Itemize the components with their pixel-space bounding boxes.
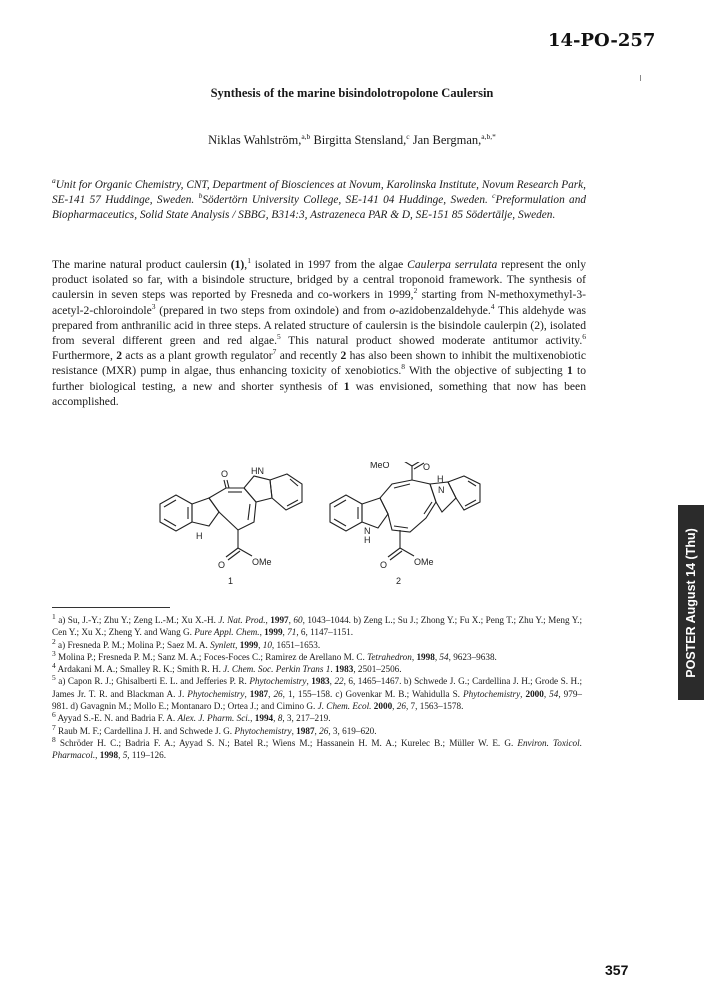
compound-1-label: 1	[228, 576, 234, 586]
author: Birgitta Stensland,$^c$	[310, 131, 410, 147]
structure-figure	[130, 462, 490, 587]
reference-item: $^1$ a) Su, J.-Y.; Zhu Y.; Zeng L.-M.; Xu X.-H. J. Nat. Prod., 1997, 60, 1043–1044. b) Zeng L.; Su J.; Zhong Y.; Fu X.; Peng T.; Zhu Y.; Meng Y.; Cen Y.; Xu X.; Zheng Y. and Wang G. Pure Appl. Chem., 1999, 71, 6, 1147–1151.	[52, 611, 583, 638]
compound-1-atom-hn: HN	[251, 466, 264, 476]
compound-1-ome: OMe	[252, 557, 272, 567]
affiliations: $^a$Unit for Organic Chemistry, CNT, Department of Biosciences at Novum, Karolinska Institute, Novum Research Park, SE-141 57 Huddinge, Sweden. $^b$Södertörn University College, SE-141 04 Huddinge, Sweden. $^c$Preformulation and Biopharmaceutics, Solid State Analysis / SBBG, B314:3, Astrazeneca PAR & D, SE-151 85 Södertälje, Sweden.	[52, 176, 587, 221]
session-tab-label: POSTER August 14 (Thu)	[684, 527, 698, 678]
compound-2-label: 2	[396, 576, 402, 586]
compound-2-atom-n-bot: N	[364, 526, 371, 536]
reference-item: $^3$ Molina P.; Fresneda P. M.; Sanz M. A.; Foces-Foces C.; Ramirez de Arellano M. C. Tetrahedron, 1998, 54, 9623–9638.	[52, 648, 497, 662]
author: Jan Bergman,$^{a,b,*}$	[409, 131, 496, 147]
compound-2-atom-h-top: H	[437, 474, 444, 484]
reference-item: $^5$ a) Capon R. J.; Ghisalberti E. L. and Jefferies P. R. Phytochemistry, 1983, 22, 6, 1465–1467. b) Schwede J. G.; Cardellina J. H.; Grode S. H.; James Jr. T. R. and Blackman A. J. Phytochemistry, 1987, 26, 1, 155–158. c) Govenkar M. B.; Wahidulla S. Phytochemistry, 2000, 54, 979–981. d) Gavagnin M.; Mollo E.; Montanaro D.; Ortea J.; and Cimino G. J. Chem. Ecol. 2000, 26, 7, 1563–1578.	[52, 673, 583, 712]
abstract-body: The marine natural product caulersin (1),$^1$ isolated in 1997 from the algae Caulerpa serrulata represent the only product isolated so far, with a bisindole structure, bridged by a central troponoid framework. The synthesis of caulersin in seven steps was reported by Fresneda and co-workers in 1999,$^2$ starting from N-methoxymethyl-3-acetyl-2-chloroindole$^3$ (prepared in two steps from oxindole) and from o-azidobenzaldehyde.$^4$ This aldehyde was prepared from anthranilic acid in three steps. A related structure of caulersin is the bisindole caulerpin (2), isolated from several different green and red algae.$^5$ This natural product showed moderate antitumor activity.$^6$ Furthermore, 2 acts as a plant growth regulator$^7$ and recently 2 has also been shown to inhibit the multixenobiotic resistance (MXR) pump in algae, thus enhancing toxicity of xenobiotics.$^8$ With the objective of subjecting 1 to further biological testing, a new and shorter synthesis of 1 was envisioned, something that now has been accomplished.	[52, 256, 587, 408]
compound-2-atom-o-ester: O	[380, 560, 388, 570]
page-number: 357	[605, 962, 629, 978]
chemical-structures	[130, 462, 490, 587]
compound-1-atom-o-ester: O	[218, 560, 226, 570]
session-tab	[678, 505, 704, 700]
compound-2-atom-n-top: N	[438, 485, 445, 495]
abstract-code: 14-PO-257	[548, 30, 656, 51]
scan-mark	[640, 75, 641, 81]
author: Niklas Wahlström,$^{a,b}$	[208, 131, 311, 147]
reference-item: $^2$ a) Fresneda P. M.; Molina P.; Saez M. A. Synlett, 1999, 10, 1651–1653.	[52, 636, 321, 650]
compound-1-structure	[160, 474, 302, 560]
reference-list	[52, 611, 583, 762]
compound-2-atom-o-top: O	[423, 462, 431, 472]
compound-2-ome: OMe	[414, 557, 434, 567]
reference-item: $^4$ Ardakani M. A.; Smalley R. K.; Smith R. H. J. Chem. Soc. Perkin Trans 1. 1983, 2501–2506.	[52, 661, 402, 675]
compound-2-meo: MeO	[370, 462, 390, 470]
author-list	[0, 133, 704, 148]
compound-2-atom-h-bot: H	[364, 535, 371, 545]
reference-item: $^8$ Schröder H. C.; Badria F. A.; Ayyad S. N.; Batel R.; Wiens M.; Hassanein H. M. A.; Kurelec B.; Müller W. E. G. Environ. Toxicol. Pharmacol., 1998, 5, 119–126.	[52, 734, 582, 761]
footnote-rule	[52, 607, 170, 608]
compound-1-atom-o-ketone: O	[221, 469, 229, 479]
compound-1-atom-h: H	[196, 531, 203, 541]
reference-item: $^6$ Ayyad S.-E. N. and Badria F. A. Alex. J. Pharm. Sci., 1994, 8, 3, 217–219.	[52, 710, 331, 724]
compound-2-structure	[330, 462, 480, 560]
paper-title: Synthesis of the marine bisindolotropolone Caulersin	[210, 86, 494, 100]
reference-item: $^7$ Raub M. F.; Cardellina J. H. and Schwede J. G. Phytochemistry, 1987, 26, 3, 619–620.	[52, 722, 377, 736]
